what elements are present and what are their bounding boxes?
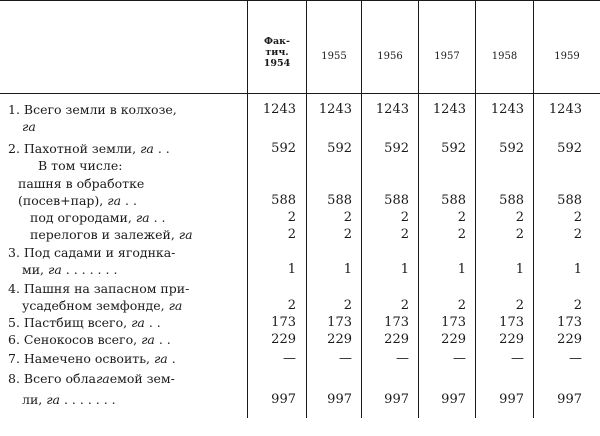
- table-cell: 588: [441, 193, 466, 208]
- table-cell: —: [453, 351, 466, 366]
- table-cell: 997: [557, 392, 582, 407]
- column-header: [419, 38, 475, 74]
- table-cell: 592: [499, 141, 524, 156]
- table-cell: 2: [515, 210, 524, 225]
- table-cell: 1: [343, 262, 352, 277]
- table-cell: —: [396, 351, 409, 366]
- row-label: пашня в обработке: [18, 176, 145, 191]
- column-header: [248, 32, 306, 72]
- row-label: 7. Намечено освоить, га .: [8, 351, 176, 366]
- table-cell: 2: [287, 227, 296, 242]
- table-cell: 592: [557, 141, 582, 156]
- table-cell: 1: [457, 262, 466, 277]
- row-label: 3. Под садами и ягоднка-: [8, 245, 176, 260]
- table-cell: 2: [400, 210, 409, 225]
- row-label: 5. Пастбищ всего, га . .: [8, 315, 161, 330]
- table-cell: 1243: [262, 102, 296, 117]
- table-cell: —: [569, 351, 582, 366]
- table-cell: 229: [499, 332, 524, 347]
- table-cell: 2: [287, 298, 296, 313]
- table-cell: 588: [557, 193, 582, 208]
- row-label: под огородами, га . .: [30, 210, 166, 225]
- row-label: ли, га . . . . . . .: [22, 392, 116, 407]
- column-header: [362, 38, 418, 74]
- table-cell: 2: [343, 227, 352, 242]
- row-label: 8. Всего облагаемой зем-: [8, 371, 175, 386]
- table-cell: 1: [515, 262, 524, 277]
- column-header-text: 1957: [434, 50, 460, 62]
- table-cell: 2: [573, 298, 582, 313]
- table-cell: 173: [384, 315, 409, 330]
- table-cell: 173: [441, 315, 466, 330]
- table-cell: 588: [499, 193, 524, 208]
- table-cell: 2: [343, 298, 352, 313]
- table-cell: 173: [327, 315, 352, 330]
- table-cell: 173: [499, 315, 524, 330]
- table-cell: 2: [400, 227, 409, 242]
- table-cell: 2: [573, 227, 582, 242]
- header-rule: [0, 93, 600, 94]
- table-cell: 588: [271, 193, 296, 208]
- column-header: [534, 38, 600, 74]
- table-cell: 2: [287, 210, 296, 225]
- row-label: 1. Всего земли в колхозе,: [8, 102, 177, 117]
- table-cell: —: [511, 351, 524, 366]
- row-label: ми, га . . . . . . .: [22, 262, 118, 277]
- row-label: 2. Пахотной земли, га . .: [8, 141, 170, 156]
- table-cell: 1243: [548, 102, 582, 117]
- row-label: перелогов и залежей, га: [30, 227, 193, 242]
- table-cell: 1243: [490, 102, 524, 117]
- table-cell: 997: [441, 392, 466, 407]
- table-cell: 2: [515, 298, 524, 313]
- table-cell: 1243: [375, 102, 409, 117]
- table-cell: 997: [271, 392, 296, 407]
- table-cell: 592: [384, 141, 409, 156]
- table-cell: 173: [271, 315, 296, 330]
- table-cell: 997: [327, 392, 352, 407]
- table-cell: 1243: [432, 102, 466, 117]
- column-header-text: 1955: [321, 50, 347, 62]
- column-header-text: Фак- тич. 1954: [263, 35, 291, 69]
- table-cell: 1: [573, 262, 582, 277]
- table-cell: 592: [327, 141, 352, 156]
- table-cell: 1243: [318, 102, 352, 117]
- table-cell: 229: [327, 332, 352, 347]
- table-cell: 229: [384, 332, 409, 347]
- table-cell: 2: [457, 298, 466, 313]
- column-header: [476, 38, 533, 74]
- column-header-text: 1958: [491, 50, 518, 62]
- table-cell: 997: [384, 392, 409, 407]
- row-label: усадебном земфонде, га: [22, 298, 183, 313]
- row-label: (посев+пар), га . .: [18, 193, 137, 208]
- row-label: 6. Сенокосов всего, га . .: [8, 332, 171, 347]
- top-rule: [0, 0, 600, 1]
- table-cell: 2: [343, 210, 352, 225]
- table-cell: 229: [271, 332, 296, 347]
- column-header-text: 1959: [554, 50, 580, 62]
- row-label: га: [22, 119, 36, 134]
- table-cell: 592: [271, 141, 296, 156]
- table-cell: 592: [441, 141, 466, 156]
- table-cell: 2: [400, 298, 409, 313]
- table-cell: 2: [515, 227, 524, 242]
- table-cell: 173: [557, 315, 582, 330]
- table-cell: 229: [557, 332, 582, 347]
- column-header-text: 1956: [377, 50, 403, 62]
- table-cell: 2: [573, 210, 582, 225]
- table-cell: 2: [457, 227, 466, 242]
- row-label: В том числе:: [38, 158, 123, 173]
- row-label: 4. Пашня на запасном при-: [8, 281, 190, 296]
- table-cell: 1: [400, 262, 409, 277]
- table-cell: 997: [499, 392, 524, 407]
- table-cell: —: [339, 351, 352, 366]
- table-cell: 588: [327, 193, 352, 208]
- table-cell: 2: [457, 210, 466, 225]
- column-header: [307, 38, 361, 74]
- table-cell: 229: [441, 332, 466, 347]
- table-cell: 1: [287, 262, 296, 277]
- table-cell: 588: [384, 193, 409, 208]
- table-cell: —: [283, 351, 296, 366]
